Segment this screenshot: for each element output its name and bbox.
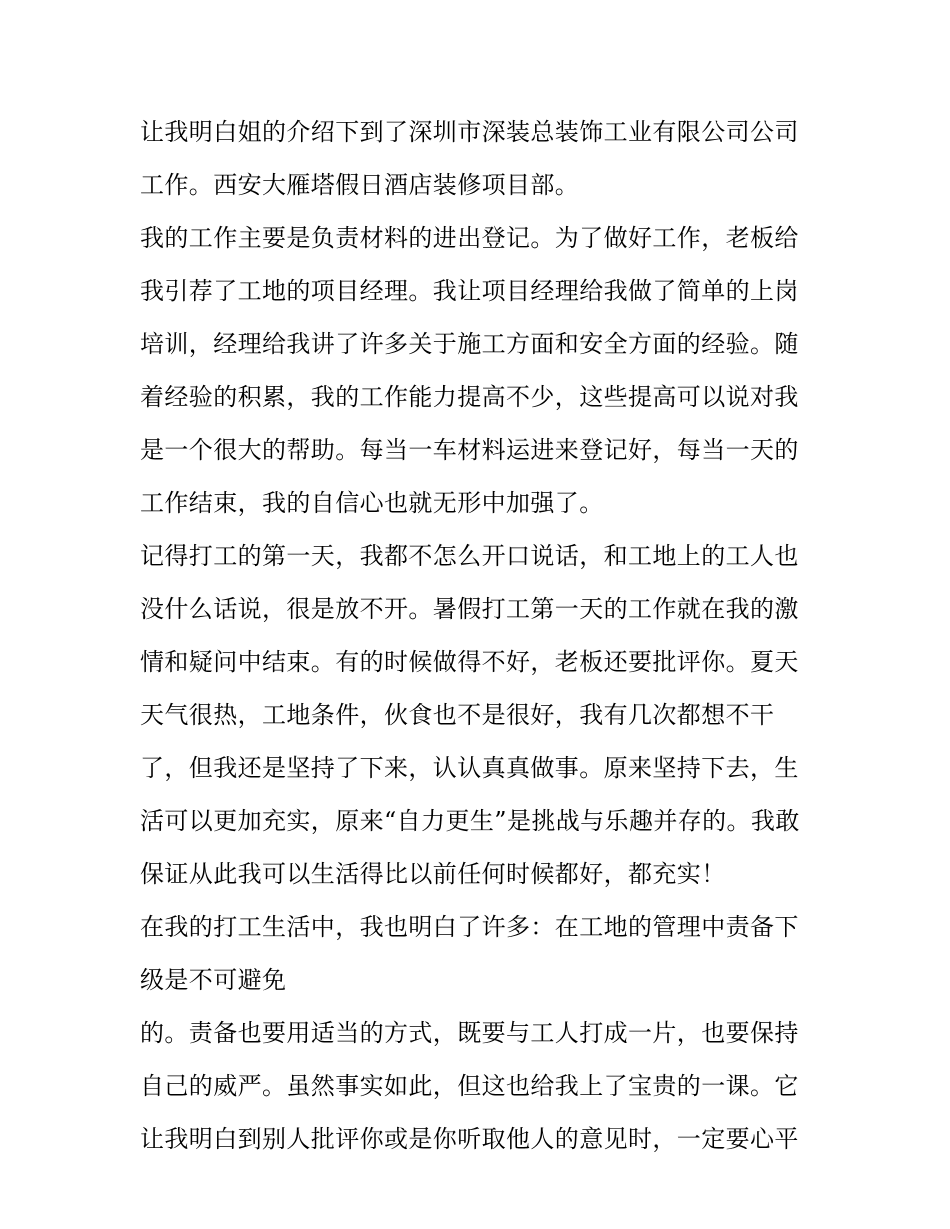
text-line: 记得打工的第一天，我都不怎么开口说话，和工地上的工人也 [140, 542, 799, 570]
text-line: 级是不可避免 [140, 966, 287, 994]
text-line: 的。责备也要用适当的方式，既要与工人打成一片，也要保持 [140, 1019, 799, 1047]
text-line: 工作结束，我的自信心也就无形中加强了。 [140, 489, 604, 517]
text-line: 让我明白姐的介绍下到了深圳市深装总装饰工业有限公司公司 [140, 118, 799, 146]
text-line: 我的工作主要是负责材料的进出登记。为了做好工作，老板给 [140, 224, 799, 252]
text-line: 了，但我还是坚持了下来，认认真真做事。原来坚持下去，生 [140, 754, 799, 782]
text-line: 工作。西安大雁塔假日酒店装修项目部。 [140, 171, 580, 199]
text-line: 让我明白到别人批评你或是你听取他人的意见时，一定要心平 [140, 1125, 799, 1153]
text-line: 我引荐了工地的项目经理。我让项目经理给我做了简单的上岗 [140, 277, 799, 305]
text-line: 活可以更加充实，原来“自力更生”是挑战与乐趣并存的。我敢 [140, 807, 800, 835]
document-body [140, 106, 820, 1166]
text-line: 情和疑问中结束。有的时候做得不好，老板还要批评你。夏天 [140, 648, 799, 676]
text-line: 保证从此我可以生活得比以前任何时候都好，都充实！ [140, 860, 726, 888]
text-line: 着经验的积累，我的工作能力提高不少，这些提高可以说对我 [140, 383, 799, 411]
text-line: 没什么话说，很是放不开。暑假打工第一天的工作就在我的激 [140, 595, 799, 623]
text-line: 天气很热，工地条件，伙食也不是很好，我有几次都想不干 [140, 701, 775, 729]
text-line: 在我的打工生活中，我也明白了许多：在工地的管理中责备下 [140, 913, 799, 941]
text-line: 培训，经理给我讲了许多关于施工方面和安全方面的经验。随 [140, 330, 799, 358]
text-line: 是一个很大的帮助。每当一车材料运进来登记好，每当一天的 [140, 436, 799, 464]
text-line: 自己的威严。虽然事实如此，但这也给我上了宝贵的一课。它 [140, 1072, 799, 1100]
